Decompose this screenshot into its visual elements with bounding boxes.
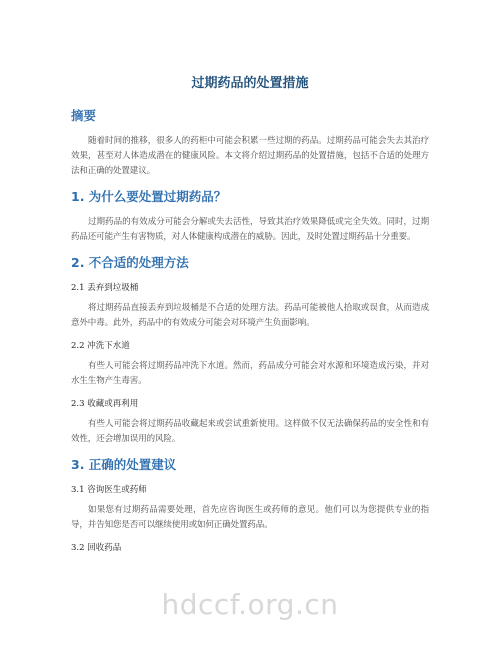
section3-heading: 3. 正确的处置建议 (71, 457, 177, 472)
section3-2-heading: 3.2 回收药品 (71, 543, 122, 553)
section2-3-text: 有些人可能会将过期药品收藏起来或尝试重新使用。这样做不仅无法确保药品的安全性和有效性，还会增加误用的风险。 (71, 419, 429, 444)
watermark: hdccf.org.cn (161, 588, 339, 621)
section1-text: 过期药品的有效成分可能会分解或失去活性，导致其治疗效果降低或完全失效。同时，过期药品还可能产生有害物质，对人体健康构成潜在的威胁。因此，及时处置过期药品十分重要。 (71, 217, 429, 242)
document-title: 过期药品的处置措施 (191, 76, 309, 91)
section2-1-text: 将过期药品直接丢弃到垃圾桶是不合适的处理方法。药品可能被他人拾取或误食，从而造成意外中毒。此外，药品中的有效成分可能会对环境产生负面影响。 (71, 303, 429, 328)
section2-heading: 2. 不合适的处理方法 (71, 255, 189, 270)
section2-2-heading: 2.2 冲洗下水道 (71, 341, 130, 351)
abstract-heading: 摘要 (71, 108, 97, 123)
section2-3-heading: 2.3 收藏或再利用 (71, 399, 139, 409)
section1-heading: 1. 为什么要处置过期药品？ (71, 189, 227, 204)
abstract-text: 随着时间的推移，很多人的药柜中可能会积累一些过期的药品。过期药品可能会失去其治疗效果，甚至对人体造成潜在的健康风险。本文将介绍过期药品的处置措施，包括不合适的处理方法和正确的处置建议。 (71, 136, 429, 176)
section2-1-heading: 2.1 丢弃到垃圾桶 (71, 283, 139, 293)
section3-1-text: 如果您有过期药品需要处理，首先应咨询医生或药师的意见。他们可以为您提供专业的指导，并告知您是否可以继续使用或如何正确处置药品。 (71, 505, 429, 530)
section2-2-text: 有些人可能会将过期药品冲洗下水道。然而，药品成分可能会对水源和环境造成污染，并对水生生物产生毒害。 (71, 361, 429, 386)
section3-1-heading: 3.1 咨询医生或药师 (71, 485, 147, 495)
document-body (71, 74, 429, 561)
